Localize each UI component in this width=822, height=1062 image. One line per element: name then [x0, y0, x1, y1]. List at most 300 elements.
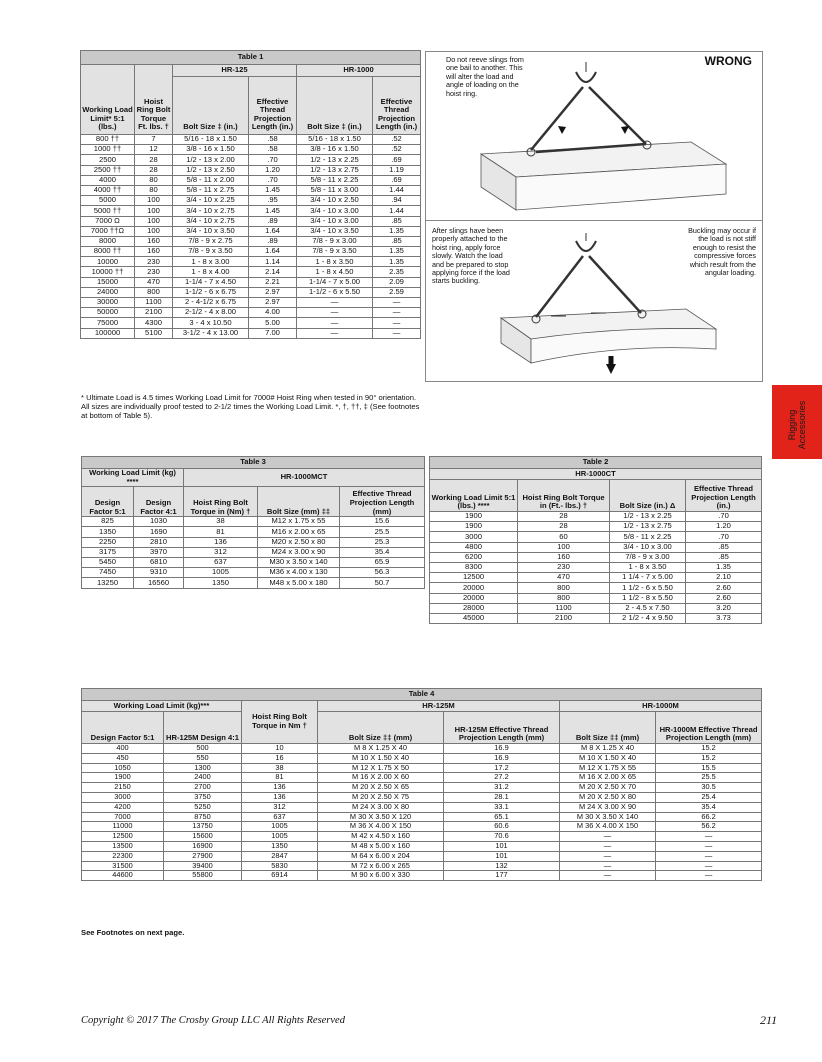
table-cell: 11000: [82, 822, 164, 832]
table-cell: 35.4: [340, 547, 425, 557]
table-cell: 50.7: [340, 578, 425, 588]
table-cell: 230: [135, 257, 173, 267]
table-cell: 1/2 - 13 x 2.75: [610, 522, 686, 532]
table-cell: 7/8 - 9 x 3.50: [173, 247, 249, 257]
table-cell: 2250: [82, 537, 134, 547]
table-1-footnote: * Ultimate Load is 4.5 times Working Load Limit for 7000# Hoist Ring when tested in 90° orientation. All sizes are individually proof tested to 2-1/2 times the Working Load Limit. *, †, ††, ‡ (See footnotes at bottom of Table 5).: [81, 393, 420, 421]
table-cell: 1300: [164, 763, 242, 773]
table-cell: 10: [242, 744, 318, 754]
table-row: [82, 547, 425, 557]
table-cell: 1100: [135, 298, 173, 308]
wrong-diagram-text: Do not reeve slings from one bail to another. This will alter the load and angle of loading on the hoist ring.: [446, 55, 524, 98]
table-cell: M 20 X 2.50 X 70: [560, 783, 656, 793]
table-cell: 20000: [430, 593, 518, 603]
table-cell: 4300: [135, 318, 173, 328]
table-row: [430, 552, 762, 562]
table-cell: 2.10: [686, 573, 762, 583]
table-cell: 7000 ††Ω: [81, 226, 135, 236]
side-tab-label: Rigging Accessories: [787, 400, 807, 450]
table-cell: 3970: [134, 547, 184, 557]
table-cell: 1.64: [249, 226, 297, 236]
table-cell: 800: [518, 593, 610, 603]
table-cell: 66.2: [656, 812, 762, 822]
table-row: [82, 517, 425, 527]
table-4-group-hr1000m: HR-1000M: [560, 701, 762, 712]
table-cell: 177: [444, 871, 560, 881]
table-cell: 12500: [82, 832, 164, 842]
table-cell: 35.4: [656, 802, 762, 812]
table-cell: 1.45: [249, 185, 297, 195]
table-cell: 5830: [242, 861, 318, 871]
table-cell: 1.35: [373, 226, 421, 236]
table-cell: 132: [444, 861, 560, 871]
table-cell: .69: [373, 155, 421, 165]
table-cell: .69: [373, 175, 421, 185]
table-cell: 60.6: [444, 822, 560, 832]
table-cell: 3/4 - 10 x 2.75: [173, 206, 249, 216]
table-1-body: [81, 135, 421, 339]
table-cell: 312: [242, 802, 318, 812]
sling-illustration-buckling: [426, 221, 762, 381]
table-cell: 81: [242, 773, 318, 783]
table-cell: 1-1/4 - 7 x 4.50: [173, 277, 249, 287]
table-cell: 27.2: [444, 773, 560, 783]
table-4-body: [82, 744, 762, 881]
table-cell: .89: [249, 216, 297, 226]
table-cell: 1-1/2 - 6 x 6.75: [173, 287, 249, 297]
table-cell: 450: [82, 753, 164, 763]
table-cell: 5/8 - 11 x 2.75: [173, 185, 249, 195]
table-row: [430, 573, 762, 583]
table-cell: 7/8 - 9 x 2.75: [173, 236, 249, 246]
table-cell: 28: [135, 155, 173, 165]
table-cell: .85: [373, 236, 421, 246]
table-cell: .58: [249, 135, 297, 145]
col-bolt-size-hr1000: Bolt Size ‡ (in.): [297, 77, 373, 135]
table-cell: .95: [249, 196, 297, 206]
table-cell: 56.3: [340, 568, 425, 578]
table-cell: 1350: [82, 527, 134, 537]
table-cell: 7/8 - 9 x 3.00: [297, 236, 373, 246]
table-cell: M 20 X 2.50 X 80: [560, 792, 656, 802]
table-cell: 2400: [164, 773, 242, 783]
col-bolt-size-hr125: Bolt Size ‡ (in.): [173, 77, 249, 135]
table-cell: 101: [444, 851, 560, 861]
table-cell: —: [656, 851, 762, 861]
table-cell: 3/4 - 10 x 3.50: [173, 226, 249, 236]
table-cell: 31500: [82, 861, 164, 871]
table-cell: 825: [82, 517, 134, 527]
table-cell: 470: [518, 573, 610, 583]
table-cell: M 10 X 1.50 X 40: [318, 753, 444, 763]
col-projection-hr125: Effective Thread Projection Length (in.): [249, 77, 297, 135]
table-cell: 2.59: [373, 287, 421, 297]
table-cell: 1900: [430, 522, 518, 532]
table-cell: 4000: [81, 175, 135, 185]
table-cell: 4.00: [249, 308, 297, 318]
table-cell: M 10 X 1.50 X 40: [560, 753, 656, 763]
col-hoist-ring-torque: Hoist Ring Bolt Torque Ft. lbs. †: [135, 65, 173, 135]
table-row: [81, 196, 421, 206]
col-working-load-limit: Working Load Limit* 5:1 (lbs.): [81, 65, 135, 135]
table-4-title: Table 4: [82, 689, 762, 701]
table2-col-0: Working Load Limit 5:1 (lbs.) ****: [430, 480, 518, 512]
table-cell: 3.73: [686, 613, 762, 623]
buckling-diagram: [425, 220, 763, 382]
table-cell: 28000: [430, 603, 518, 613]
table-cell: —: [297, 308, 373, 318]
table-row: [430, 562, 762, 572]
table-row: [81, 145, 421, 155]
table-cell: 1900: [430, 512, 518, 522]
table-cell: 4200: [82, 802, 164, 812]
table-cell: M12 x 1.75 x 55: [258, 517, 340, 527]
table-cell: 7000: [82, 812, 164, 822]
table-cell: 2 1/2 - 4 x 9.50: [610, 613, 686, 623]
table-cell: M 64 x 6.00 x 204: [318, 851, 444, 861]
table-cell: 9310: [134, 568, 184, 578]
table-cell: M 72 x 6.00 x 265: [318, 861, 444, 871]
table-cell: M 48 x 5.00 x 160: [318, 841, 444, 851]
table-cell: 160: [135, 236, 173, 246]
table-cell: M 30 X 3.50 X 140: [560, 812, 656, 822]
table-row: [81, 165, 421, 175]
table-row: [81, 328, 421, 338]
table-cell: 1000 ††: [81, 145, 135, 155]
table-cell: M 42 x 4.50 x 160: [318, 832, 444, 842]
table-cell: 230: [518, 562, 610, 572]
table-cell: 2847: [242, 851, 318, 861]
table-cell: 2 - 4.5 x 7.50: [610, 603, 686, 613]
table-row: [430, 583, 762, 593]
table-1: [80, 50, 421, 339]
table-cell: 100: [135, 196, 173, 206]
table-cell: 312: [184, 547, 258, 557]
table3-col-3: Bolt Size (mm) ‡‡: [258, 487, 340, 517]
table-cell: —: [656, 871, 762, 881]
table-cell: 5100: [135, 328, 173, 338]
table-cell: 17.2: [444, 763, 560, 773]
table-cell: 30000: [81, 298, 135, 308]
table4-col-3: HR-125M Effective Thread Projection Length (mm): [444, 712, 560, 744]
table-cell: 3/8 - 16 x 1.50: [297, 145, 373, 155]
table-cell: 3/4 - 10 x 3.50: [297, 226, 373, 236]
table-cell: M 36 X 4.00 X 150: [318, 822, 444, 832]
group-hr-1000: HR-1000: [297, 65, 421, 77]
table-cell: .58: [249, 145, 297, 155]
table-1-title: Table 1: [81, 51, 421, 65]
table-cell: M20 x 2.50 x 80: [258, 537, 340, 547]
table-row: [430, 593, 762, 603]
table-cell: 13250: [82, 578, 134, 588]
table-cell: 15000: [81, 277, 135, 287]
table-cell: 6810: [134, 557, 184, 567]
table-cell: M 16 X 2.00 X 65: [560, 773, 656, 783]
table2-col-3: Effective Thread Projection Length (in.): [686, 480, 762, 512]
table-cell: .85: [373, 216, 421, 226]
table-4: [81, 688, 762, 881]
table-cell: 2100: [135, 308, 173, 318]
table-cell: 2.97: [249, 298, 297, 308]
table-row: [81, 247, 421, 257]
table-row: [82, 763, 762, 773]
table-row: [82, 841, 762, 851]
table-2-body: [430, 512, 762, 624]
table-3: [81, 456, 425, 589]
table-cell: 5/16 - 18 x 1.50: [173, 135, 249, 145]
table-cell: 5/16 - 18 x 1.50: [297, 135, 373, 145]
table-cell: 16560: [134, 578, 184, 588]
table-cell: 80: [135, 185, 173, 195]
table-cell: 38: [242, 763, 318, 773]
table-cell: 2.35: [373, 267, 421, 277]
table-cell: 39400: [164, 861, 242, 871]
table-row: [82, 744, 762, 754]
table-cell: 2 - 4-1/2 x 6.75: [173, 298, 249, 308]
table-cell: M16 x 2.00 x 65: [258, 527, 340, 537]
table-cell: 2500 ††: [81, 165, 135, 175]
table-cell: 12: [135, 145, 173, 155]
table-cell: .70: [249, 175, 297, 185]
table-cell: 7000 Ω: [81, 216, 135, 226]
table-cell: 16900: [164, 841, 242, 851]
table-cell: —: [373, 318, 421, 328]
table-4-col-torque: Hoist Ring Bolt Torque in Nm †: [242, 701, 318, 744]
table-cell: 55800: [164, 871, 242, 881]
table-row: [81, 185, 421, 195]
table-cell: 2150: [82, 783, 164, 793]
table-row: [82, 557, 425, 567]
table-cell: 230: [135, 267, 173, 277]
table-cell: 550: [164, 753, 242, 763]
table-cell: M24 x 3.00 x 90: [258, 547, 340, 557]
table-cell: —: [560, 832, 656, 842]
table-cell: 2.21: [249, 277, 297, 287]
table-3-body: [82, 517, 425, 588]
table-row: [81, 236, 421, 246]
table-cell: 5450: [82, 557, 134, 567]
table-cell: 31.2: [444, 783, 560, 793]
footnotes-reference: See Footnotes on next page.: [81, 928, 185, 937]
table-cell: 1900: [82, 773, 164, 783]
table-cell: —: [373, 308, 421, 318]
table-cell: 25.3: [340, 537, 425, 547]
table-cell: 45000: [430, 613, 518, 623]
table-cell: 100: [135, 206, 173, 216]
table-row: [430, 532, 762, 542]
table-row: [81, 135, 421, 145]
table-cell: 100: [135, 226, 173, 236]
table-cell: 1 1/4 - 7 x 5.00: [610, 573, 686, 583]
table-2-title: Table 2: [430, 457, 762, 469]
table-cell: 160: [135, 247, 173, 257]
table-cell: 16.9: [444, 753, 560, 763]
table-cell: 22300: [82, 851, 164, 861]
table-cell: M 90 x 6.00 x 330: [318, 871, 444, 881]
table-cell: 1-1/4 - 7 x 5.00: [297, 277, 373, 287]
table-cell: 3750: [164, 792, 242, 802]
table-row: [81, 267, 421, 277]
table-cell: M 8 X 1.25 X 40: [318, 744, 444, 754]
table-cell: 8000 ††: [81, 247, 135, 257]
table-cell: 28: [135, 165, 173, 175]
buckling-left-text: After slings have been properly attached to the hoist ring, apply force slowly. Watch the load and be prepared to stop applying force if the load starts buckling.: [432, 226, 510, 286]
table-cell: 10000 ††: [81, 267, 135, 277]
table4-col-0: Design Factor 5:1: [82, 712, 164, 744]
table-cell: 1 - 8 x 4.00: [173, 267, 249, 277]
table-cell: —: [560, 861, 656, 871]
table-cell: 1030: [134, 517, 184, 527]
table-cell: 1350: [184, 578, 258, 588]
wrong-label: WRONG: [704, 54, 752, 68]
table-2: [429, 456, 762, 624]
table-cell: —: [373, 328, 421, 338]
table-cell: 65.9: [340, 557, 425, 567]
table-cell: 38: [184, 517, 258, 527]
table-row: [82, 527, 425, 537]
table-row: [81, 287, 421, 297]
table-cell: —: [297, 318, 373, 328]
table-cell: 1/2 - 13 x 2.50: [173, 165, 249, 175]
table-row: [82, 792, 762, 802]
table3-col-0: Design Factor 5:1: [82, 487, 134, 517]
sling-illustration-wrong: [426, 52, 762, 220]
table-row: [82, 832, 762, 842]
table-row: [81, 257, 421, 267]
table-cell: 637: [184, 557, 258, 567]
table-cell: 4800: [430, 542, 518, 552]
table-cell: 160: [518, 552, 610, 562]
table-cell: 8000: [81, 236, 135, 246]
table-cell: 1/2 - 13 x 2.00: [173, 155, 249, 165]
table-cell: 10000: [81, 257, 135, 267]
table4-col-5: HR-1000M Effective Thread Projection Length (mm): [656, 712, 762, 744]
table-cell: 5/8 - 11 x 3.00: [297, 185, 373, 195]
table-cell: 25.4: [656, 792, 762, 802]
table-cell: .85: [686, 552, 762, 562]
table-cell: M 24 X 3.00 X 80: [318, 802, 444, 812]
table-cell: 75000: [81, 318, 135, 328]
table-cell: 1.14: [249, 257, 297, 267]
table-cell: 1.35: [373, 247, 421, 257]
table-cell: 3/4 - 10 x 3.00: [297, 216, 373, 226]
table-cell: 100000: [81, 328, 135, 338]
table-cell: —: [560, 841, 656, 851]
table-2-model-group: HR-1000CT: [430, 469, 762, 480]
table-row: [82, 537, 425, 547]
table-row: [81, 175, 421, 185]
table-row: [82, 822, 762, 832]
table-row: [81, 298, 421, 308]
table-cell: 24000: [81, 287, 135, 297]
table-cell: 7/8 - 9 x 3.50: [297, 247, 373, 257]
table-cell: .85: [686, 542, 762, 552]
table-cell: 33.1: [444, 802, 560, 812]
table-cell: 1 - 8 x 4.50: [297, 267, 373, 277]
table-cell: 3/4 - 10 x 2.25: [173, 196, 249, 206]
table-cell: 3/4 - 10 x 2.50: [297, 196, 373, 206]
table-cell: 81: [184, 527, 258, 537]
table-cell: 1-1/2 - 6 x 5.50: [297, 287, 373, 297]
table-cell: 28: [518, 522, 610, 532]
table-cell: 13500: [82, 841, 164, 851]
table-cell: —: [297, 328, 373, 338]
table-row: [81, 308, 421, 318]
table-cell: 1.35: [373, 257, 421, 267]
table-cell: 25.5: [656, 773, 762, 783]
table-cell: 470: [135, 277, 173, 287]
table-cell: M 16 X 2.00 X 60: [318, 773, 444, 783]
table-cell: 3/4 - 10 x 3.00: [610, 542, 686, 552]
table-row: [82, 871, 762, 881]
table-cell: 28: [518, 512, 610, 522]
table-row: [82, 578, 425, 588]
table-row: [82, 753, 762, 763]
table-cell: 50000: [81, 308, 135, 318]
buckling-right-text: Buckling may occur if the load is not stiff enough to resist the compressive forces which result from the angular loading.: [688, 226, 756, 278]
table-cell: 7/8 - 9 x 3.00: [610, 552, 686, 562]
table-row: [81, 277, 421, 287]
table-row: [82, 568, 425, 578]
table-cell: 2700: [164, 783, 242, 793]
table-cell: 101: [444, 841, 560, 851]
table-cell: M 24 X 3.00 X 90: [560, 802, 656, 812]
table-cell: 1.20: [686, 522, 762, 532]
table-cell: 1 - 8 x 3.50: [297, 257, 373, 267]
table-cell: .52: [373, 145, 421, 155]
table-cell: 44600: [82, 871, 164, 881]
table-cell: 1.44: [373, 206, 421, 216]
table-cell: 1.45: [249, 206, 297, 216]
table-cell: —: [297, 298, 373, 308]
table-cell: 1/2 - 13 x 2.25: [297, 155, 373, 165]
table4-col-1: HR-125M Design 4:1: [164, 712, 242, 744]
table-cell: .52: [373, 135, 421, 145]
table-cell: 7: [135, 135, 173, 145]
table-cell: 15600: [164, 832, 242, 842]
table-cell: 15.2: [656, 753, 762, 763]
table3-col-2: Hoist Ring Bolt Torque in (Nm) †: [184, 487, 258, 517]
table-cell: 800: [518, 583, 610, 593]
table-cell: 5.00: [249, 318, 297, 328]
table-4-wll-group: Working Load Limit (kg)***: [82, 701, 242, 712]
table-cell: 80: [135, 175, 173, 185]
table-cell: 1.35: [686, 562, 762, 572]
table-cell: 65.1: [444, 812, 560, 822]
table-row: [81, 216, 421, 226]
table-row: [430, 542, 762, 552]
table-cell: M 36 X 4.00 X 150: [560, 822, 656, 832]
table-row: [82, 773, 762, 783]
table-cell: 56.2: [656, 822, 762, 832]
table-cell: 5250: [164, 802, 242, 812]
table-cell: 1100: [518, 603, 610, 613]
table-row: [81, 318, 421, 328]
table-cell: 60: [518, 532, 610, 542]
table-row: [82, 802, 762, 812]
table-cell: M 20 X 2.50 X 75: [318, 792, 444, 802]
table-cell: M36 x 4.00 x 130: [258, 568, 340, 578]
table-cell: M 12 X 1.75 X 50: [318, 763, 444, 773]
table-cell: —: [560, 871, 656, 881]
table-cell: 25.5: [340, 527, 425, 537]
table-cell: 16.9: [444, 744, 560, 754]
table-cell: 2.14: [249, 267, 297, 277]
rigging-accessories-tab[interactable]: [772, 385, 822, 459]
table-cell: 3.20: [686, 603, 762, 613]
col-projection-hr1000: Effective Thread Projection Length (in.): [373, 77, 421, 135]
table-cell: .70: [686, 512, 762, 522]
